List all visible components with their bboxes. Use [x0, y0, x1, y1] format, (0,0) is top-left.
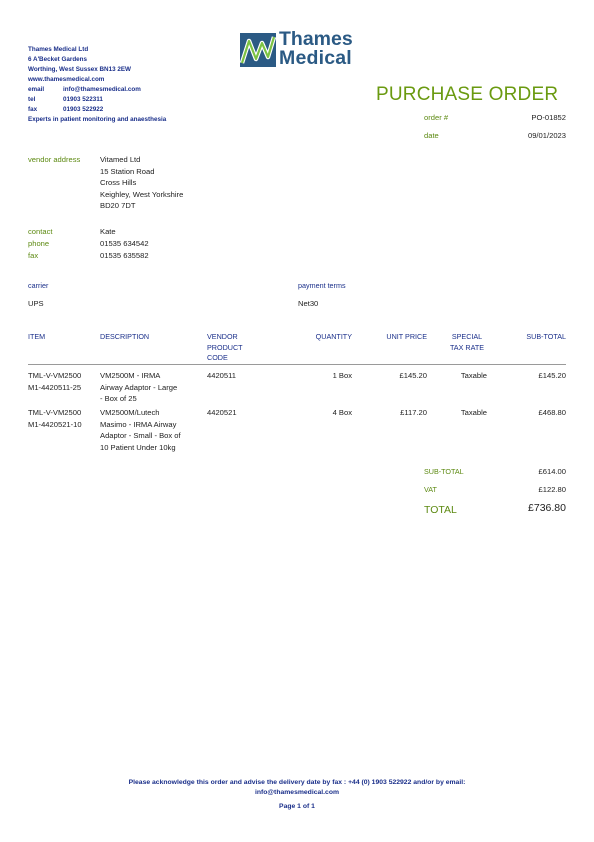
header-line: VENDOR	[207, 332, 238, 341]
order-number-label: order #	[424, 113, 449, 122]
company-info	[28, 45, 248, 125]
fax-label: fax	[28, 106, 38, 113]
company-tel-row	[28, 95, 248, 105]
column-header-description: DESCRIPTION	[100, 332, 150, 341]
vat-label: VAT	[424, 485, 437, 494]
unit-price: £145.20	[399, 371, 427, 380]
column-header-quantity: QUANTITY	[315, 332, 352, 341]
tax-rate: Taxable	[460, 371, 487, 380]
date-label: date	[424, 131, 439, 140]
total-label: TOTAL	[424, 504, 457, 516]
email-label: email	[28, 86, 45, 93]
subtotal-label: SUB-TOTAL	[424, 467, 464, 476]
column-header-special-tax	[445, 332, 489, 353]
payment-terms-value: Net30	[298, 299, 319, 308]
footer-note	[0, 778, 594, 798]
line-subtotal: £468.80	[538, 408, 566, 417]
header-line: CODE	[207, 353, 228, 362]
footer-line: Please acknowledge this order and advise the delivery date by fax : +44 (0) 1903 522922 and/or by email:	[128, 779, 466, 786]
company-name: Thames Medical Ltd	[28, 46, 89, 53]
footer-email[interactable]: info@thamesmedical.com	[254, 789, 340, 796]
header-line: SPECIAL	[451, 332, 483, 341]
vendor-address	[100, 154, 300, 212]
column-header-unit-price: UNIT PRICE	[386, 332, 427, 341]
logo-line-1: Thames	[279, 28, 353, 50]
column-header-vendor-code	[207, 332, 243, 364]
column-header-item: ITEM	[28, 332, 46, 341]
vat-value: £122.80	[538, 485, 566, 494]
unit-price: £117.20	[400, 408, 427, 417]
line-subtotal: £145.20	[538, 371, 566, 380]
vendor-fax: 01535 635582	[100, 251, 149, 260]
carrier-label: carrier	[28, 281, 49, 290]
item-description	[100, 407, 205, 453]
vendor-address-line: 15 Station Road	[100, 166, 155, 176]
thames-medical-logo-icon	[240, 33, 276, 67]
tel-label: tel	[28, 96, 36, 103]
company-tagline: Experts in patient monitoring and anaesthesia	[28, 116, 167, 123]
company-fax: 01903 522922	[63, 106, 104, 113]
company-website[interactable]: www.thamesmedical.com	[28, 76, 105, 83]
vendor-contact: Kate	[100, 227, 116, 236]
order-date: 09/01/2023	[527, 131, 566, 140]
logo-wordmark	[279, 30, 353, 68]
contact-label: contact	[28, 227, 53, 236]
payment-terms-label: payment terms	[298, 281, 346, 290]
phone-label: phone	[28, 239, 50, 248]
description-line: Adaptor - Small - Box of	[100, 431, 181, 441]
vendor-address-line: BD20 7DT	[100, 201, 136, 210]
company-address-line: 6 A'Becket Gardens	[28, 56, 88, 63]
item-description	[100, 370, 205, 405]
header-line: PRODUCT	[207, 342, 243, 352]
vendor-phone: 01535 634542	[100, 239, 149, 248]
item-code-line: M1-4420511-25	[28, 382, 82, 392]
vendor-code: 4420521	[207, 408, 237, 417]
quantity: 4 Box	[332, 408, 352, 417]
vendor-code: 4420511	[207, 371, 236, 380]
description-line: VM2500M/Lutech	[100, 408, 160, 417]
company-email-row	[28, 85, 248, 95]
description-line: 10 Patient Under 10kg	[100, 442, 176, 452]
description-line: VM2500M - IRMA	[100, 371, 161, 380]
company-tel: 01903 522311	[63, 96, 103, 103]
company-email[interactable]: info@thamesmedical.com	[63, 86, 141, 93]
tax-rate: Taxable	[460, 408, 487, 417]
company-fax-row	[28, 105, 248, 115]
vendor-address-line: Cross Hills	[100, 178, 137, 187]
vendor-address-label: vendor address	[28, 155, 81, 164]
logo-line-2: Medical	[279, 47, 352, 69]
vendor-address-line: Keighley, West Yorkshire	[100, 189, 184, 199]
description-line: Masimo - IRMA Airway	[100, 419, 177, 429]
item-code-line: M1-4420521-10	[28, 419, 82, 429]
header-line: TAX RATE	[449, 342, 485, 352]
description-line: - Box of 25	[100, 394, 137, 404]
vendor-fax-label: fax	[28, 251, 39, 260]
carrier-value: UPS	[28, 299, 44, 308]
item-code	[28, 407, 82, 430]
quantity: 1 Box	[332, 371, 352, 380]
table-header-divider	[28, 364, 566, 365]
subtotal-value: £614.00	[538, 467, 566, 476]
document-title: PURCHASE ORDER	[376, 84, 559, 105]
page-number: Page 1 of 1	[279, 803, 315, 810]
item-code	[28, 370, 81, 393]
total-value: £736.80	[528, 502, 566, 514]
column-header-subtotal: SUB-TOTAL	[526, 332, 566, 341]
description-line: Airway Adaptor - Large	[100, 382, 178, 392]
item-code-line: TML-V-VM2500	[28, 408, 82, 417]
company-address-line: Worthing, West Sussex BN13 2EW	[28, 66, 131, 73]
order-number: PO-01852	[531, 113, 566, 122]
vendor-address-line: Vitamed Ltd	[100, 155, 141, 164]
item-code-line: TML-V-VM2500	[28, 371, 82, 380]
